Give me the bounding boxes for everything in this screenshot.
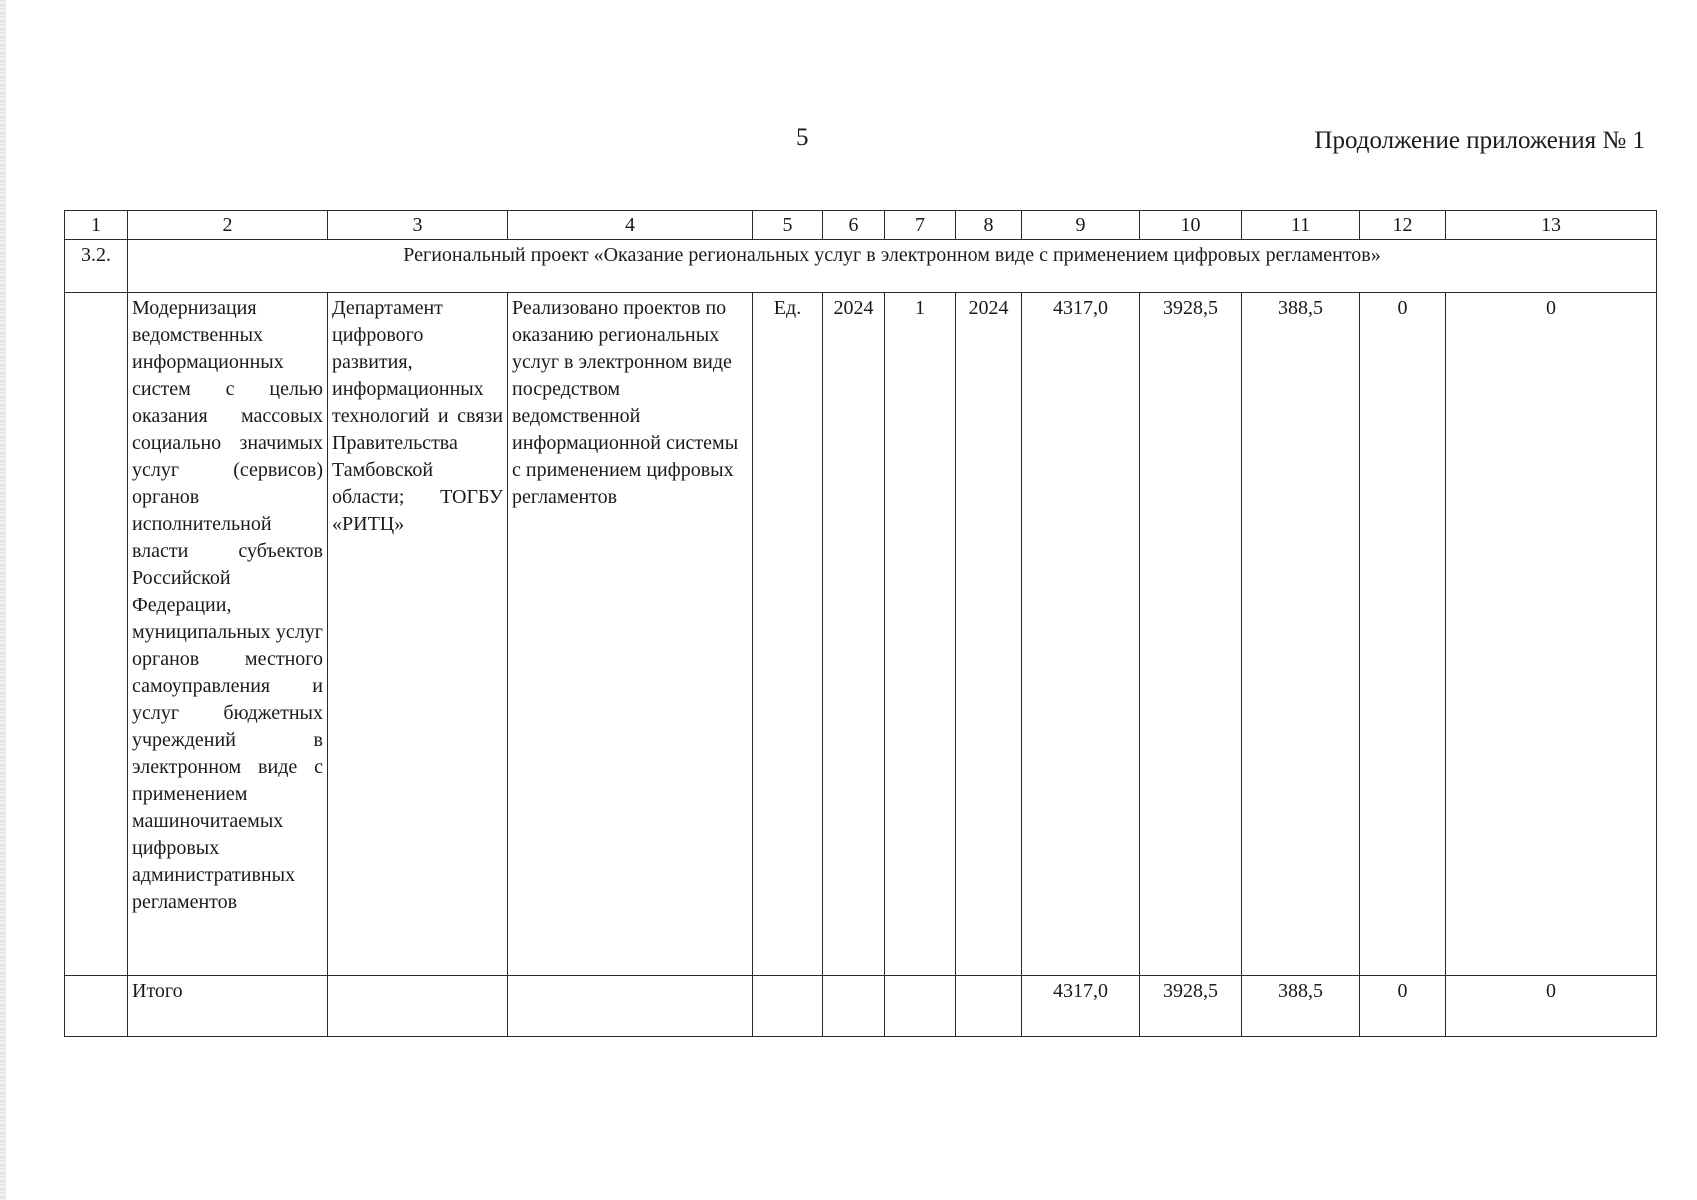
annex-table <box>64 210 1657 1037</box>
column-number: 5 <box>753 211 823 240</box>
empty-cell <box>956 976 1022 1037</box>
column-11-cell: 388,5 <box>1242 293 1360 976</box>
total-label: Итого <box>128 976 328 1037</box>
column-number: 8 <box>956 211 1022 240</box>
column-number: 1 <box>65 211 128 240</box>
column-number-row <box>65 211 1657 240</box>
page-number: 5 <box>796 124 809 151</box>
column-9-cell: 4317,0 <box>1022 293 1140 976</box>
column-number: 9 <box>1022 211 1140 240</box>
column-8-cell: 2024 <box>956 293 1022 976</box>
empty-cell <box>753 976 823 1037</box>
column-10-cell: 3928,5 <box>1140 293 1242 976</box>
empty-cell <box>823 976 885 1037</box>
column-number: 7 <box>885 211 956 240</box>
column-number: 2 <box>128 211 328 240</box>
total-column-13: 0 <box>1446 976 1657 1037</box>
executor-cell: Департамент цифрового развития, информационных технологий и связи Правительства Тамбовской области; ТОГБУ «РИТЦ» <box>328 293 508 976</box>
annex-continuation-heading: Продолжение приложения № 1 <box>1314 127 1645 154</box>
section-title: Региональный проект «Оказание региональных услуг в электронном виде с применением цифровых регламентов» <box>128 240 1657 293</box>
total-column-12: 0 <box>1360 976 1446 1037</box>
column-number: 10 <box>1140 211 1242 240</box>
column-number: 12 <box>1360 211 1446 240</box>
total-column-10: 3928,5 <box>1140 976 1242 1037</box>
column-12-cell: 0 <box>1360 293 1446 976</box>
column-number: 4 <box>508 211 753 240</box>
column-number: 13 <box>1446 211 1657 240</box>
activity-cell: Модернизация ведомственных информационных систем с целью оказания массовых социально значимых услуг (сервисов) органов исполнительной власти субъектов Российской Федерации, муниципальных услуг органов местного самоуправления и услуг бюджетных учреждений в электронном виде с применением машиночитаемых цифровых административных регламентов <box>128 293 328 976</box>
total-row <box>65 976 1657 1037</box>
total-column-11: 388,5 <box>1242 976 1360 1037</box>
empty-cell <box>885 976 956 1037</box>
item-number-cell <box>65 293 128 976</box>
table-row <box>65 293 1657 976</box>
empty-cell <box>328 976 508 1037</box>
section-number: 3.2. <box>65 240 128 293</box>
column-number: 3 <box>328 211 508 240</box>
scan-edge <box>0 0 6 1200</box>
total-column-9: 4317,0 <box>1022 976 1140 1037</box>
section-row <box>65 240 1657 293</box>
column-7-cell: 1 <box>885 293 956 976</box>
indicator-cell: Реализовано проектов по оказанию региональных услуг в электронном виде посредством ведомственной информационной системы с применением цифровых регламентов <box>508 293 753 976</box>
column-13-cell: 0 <box>1446 293 1657 976</box>
column-number: 11 <box>1242 211 1360 240</box>
unit-cell: Ед. <box>753 293 823 976</box>
total-number-cell <box>65 976 128 1037</box>
column-number: 6 <box>823 211 885 240</box>
column-6-cell: 2024 <box>823 293 885 976</box>
empty-cell <box>508 976 753 1037</box>
